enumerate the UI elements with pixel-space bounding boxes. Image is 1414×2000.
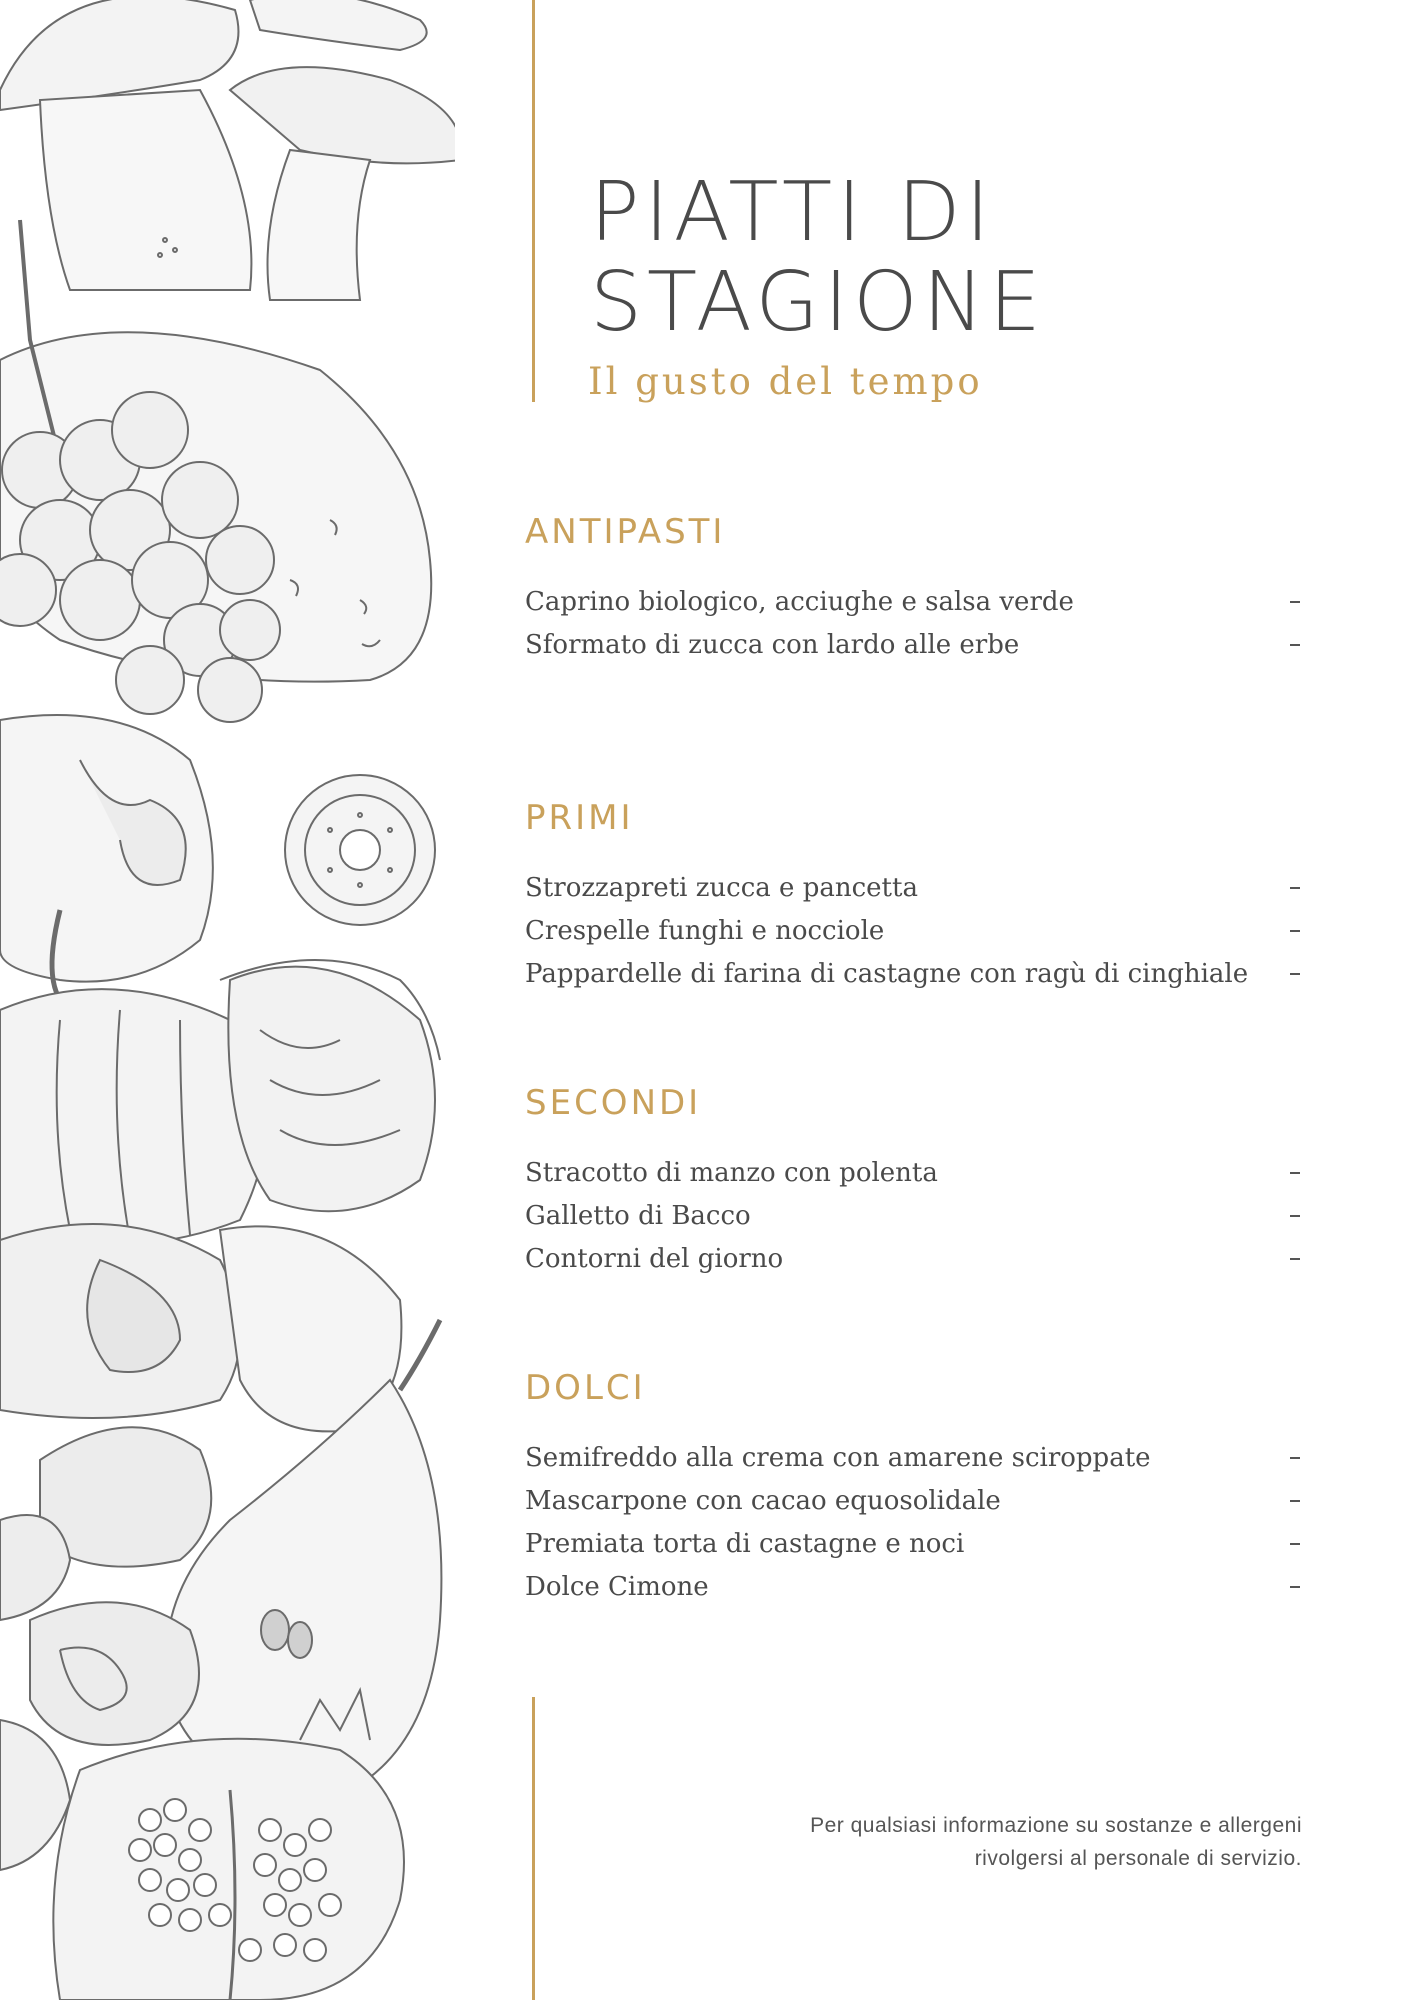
menu-item <box>525 1436 1305 1479</box>
price-placeholder-dash <box>1290 1258 1300 1260</box>
menu-item-name: Stracotto di manzo con polenta <box>525 1157 938 1188</box>
price-placeholder-dash <box>1290 1543 1300 1545</box>
section-title: DOLCI <box>525 1368 646 1408</box>
price-placeholder-dash <box>1290 1172 1300 1174</box>
menu-item-name: Strozzapreti zucca e pancetta <box>525 872 918 903</box>
kiwi-icon <box>285 775 435 925</box>
price-placeholder-dash <box>1290 644 1300 646</box>
menu-item-name: Caprino biologico, acciughe e salsa verde <box>525 586 1074 617</box>
section-title: SECONDI <box>525 1083 702 1123</box>
menu-item-name: Crespelle funghi e nocciole <box>525 915 885 946</box>
section-antipasti <box>525 512 1305 666</box>
menu-item-name: Pappardelle di farina di castagne con ragù di cinghiale <box>525 958 1249 989</box>
section-title: ANTIPASTI <box>525 512 726 552</box>
price-placeholder-dash <box>1290 1586 1300 1588</box>
accent-divider-top <box>532 0 535 402</box>
menu-item <box>525 909 1305 952</box>
price-placeholder-dash <box>1290 930 1300 932</box>
price-placeholder-dash <box>1290 1500 1300 1502</box>
menu-item <box>525 1479 1305 1522</box>
menu-item <box>525 580 1305 623</box>
section-dolci <box>525 1368 1305 1608</box>
allergen-note-line-1: Per qualsiasi informazione su sostanze e allergeni <box>810 1814 1302 1837</box>
menu-item <box>525 866 1305 909</box>
mushroom-icon <box>0 0 455 300</box>
menu-item <box>525 1565 1305 1608</box>
menu-title-line-1: PIATTI DI <box>590 165 995 260</box>
menu-item-name: Premiata torta di castagne e noci <box>525 1528 965 1559</box>
menu-item-name: Dolce Cimone <box>525 1571 709 1602</box>
accent-divider-bottom <box>532 1697 535 2000</box>
price-placeholder-dash <box>1290 1215 1300 1217</box>
price-placeholder-dash <box>1290 1457 1300 1459</box>
price-placeholder-dash <box>1290 601 1300 603</box>
menu-item <box>525 1237 1305 1280</box>
menu-item <box>525 1194 1305 1237</box>
menu-item-name: Mascarpone con cacao equosolidale <box>525 1485 1001 1516</box>
menu-item <box>525 1522 1305 1565</box>
menu-title-line-2: STAGIONE <box>590 255 1046 350</box>
menu-title <box>590 165 1046 350</box>
section-primi <box>525 798 1305 995</box>
section-secondi <box>525 1083 1305 1280</box>
section-title: PRIMI <box>525 798 634 838</box>
apple-icon <box>0 715 213 982</box>
price-placeholder-dash <box>1290 973 1300 975</box>
menu-item-name: Contorni del giorno <box>525 1243 784 1274</box>
menu-item <box>525 623 1305 666</box>
menu-item <box>525 952 1305 995</box>
price-placeholder-dash <box>1290 887 1300 889</box>
allergen-note-line-2: rivolgersi al personale di servizio. <box>974 1847 1302 1870</box>
menu-item <box>525 1151 1305 1194</box>
menu-subtitle: Il gusto del tempo <box>588 360 983 403</box>
menu-item-name: Sformato di zucca con lardo alle erbe <box>525 629 1020 660</box>
menu-item-name: Galletto di Bacco <box>525 1200 751 1231</box>
allergen-note <box>810 1809 1302 1875</box>
menu-item-name: Semifreddo alla crema con amarene sciroppate <box>525 1442 1151 1473</box>
seasonal-produce-illustration <box>0 0 455 2000</box>
